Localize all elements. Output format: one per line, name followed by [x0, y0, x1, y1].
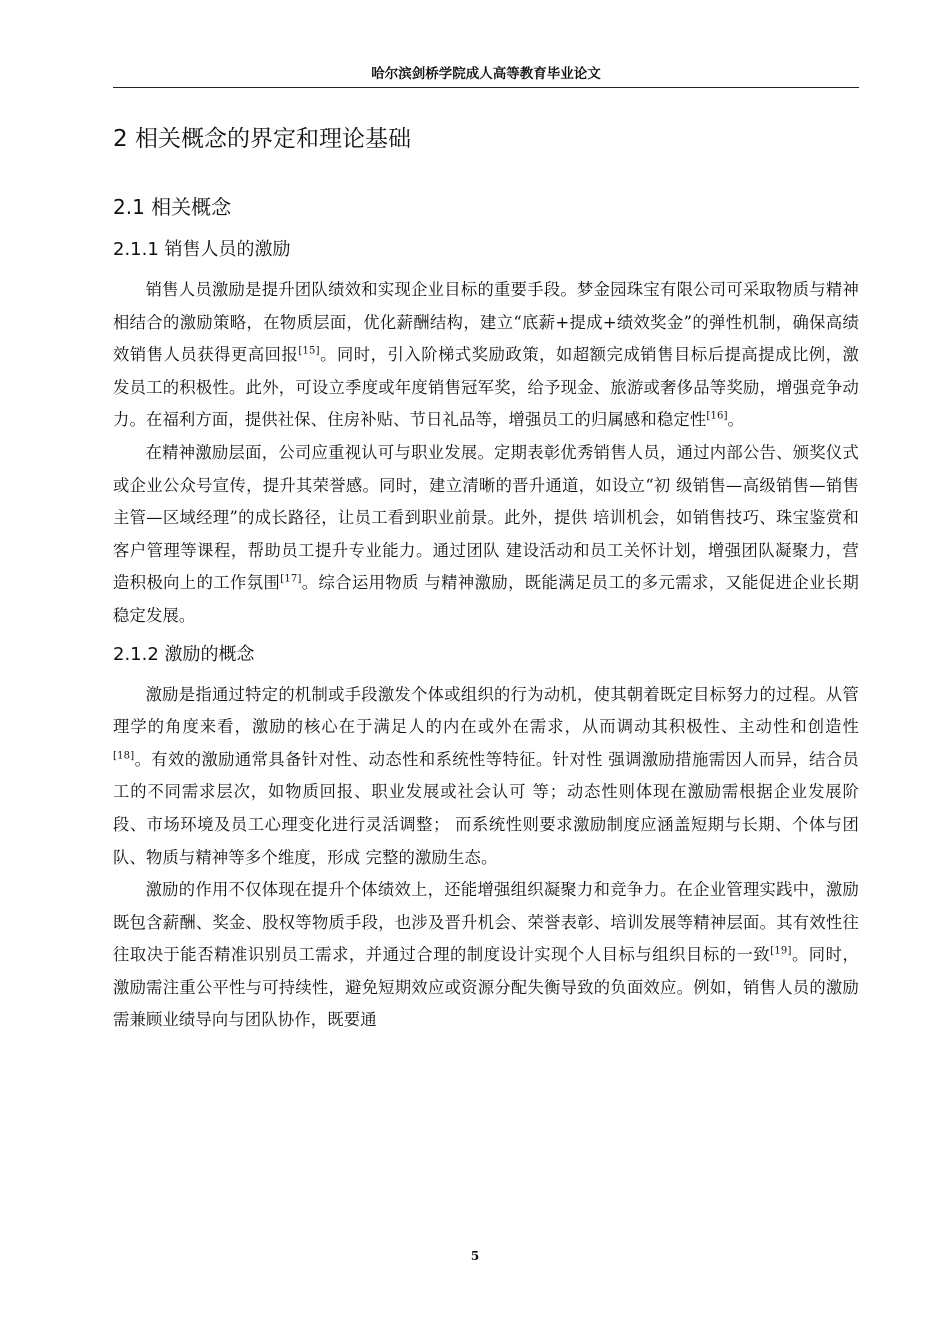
paragraph-text: 。有效的激励通常具备针对性、动态性和系统性等特征。针对性 强调激励措施需因人而异，结合员工的不同需求层次，如物质回报、职业发展或社会认可 等；动态性则体现在激励需根据企业发展阶段、市场环境及员工心理变化进行灵活调整； 而系统性则要求激励制度应涵盖短期与长期、个体与团队、物质与精神等多个维度，形成 完整的激励生态。 [113, 749, 859, 867]
paragraph-text: 激励的作用不仅体现在提升个体绩效上，还能增强组织凝聚力和竞争力。在企业管理实践中，激励既包含薪酬、奖金、股权等物质手段，也涉及晋升机会、荣誉表彰、培训发展等精神层面。其有效性往往取决于能否精准识别员工需求，并通过合理的制度设计实现个人目标与组织目标的一致 [113, 880, 859, 965]
paragraph-text: 。综合运用物质 与精神激励，既能满足员工的多元需求，又能促进企业长期稳定发展。 [113, 573, 859, 625]
paragraph-text: 激励是指通过特定的机制或手段激发个体或组织的行为动机，使其朝着既定目标努力的过程。从管理学的角度来看，激励的核心在于满足人的内在或外在需求，从而调动其积极性、主动性和创造性 [113, 684, 859, 737]
subsection-title-2-1-2: 2.1.2 激励的概念 [113, 643, 255, 665]
citation-ref: [19] [770, 945, 792, 957]
paragraph-text: 在精神激励层面，公司应重视认可与职业发展。定期表彰优秀销售人员，通过内部公告、颁奖仪式或企业公众号宣传，提升其荣誉感。同时，建立清晰的晋升通道，如设立“初 级销售—高级销售—销售主管—区域经理”的成长路径，让员工看到职业前景。此外，提供 培训机会，如销售技巧、珠宝鉴赏和客户管理等课程，帮助员工提升专业能力。通过团队 建设活动和员工关怀计划，增强团队凝聚力，营造积极向上的工作氛围 [113, 442, 859, 593]
page-header-title: 哈尔滨剑桥学院成人高等教育毕业论文 [371, 66, 601, 82]
page-number: 5 [470, 1249, 480, 1263]
paragraph-text: 。 [727, 410, 745, 430]
chapter-title: 2 相关概念的界定和理论基础 [113, 126, 411, 152]
paragraph-text: 。同时，激励需注重公平性与可持续性，避免短期效应或资源分配失衡导致的负面效应。例如，销售人员的激励需兼顾业绩导向与团队协作，既要通 [113, 945, 859, 1030]
section-title-2-1: 2.1 相关概念 [113, 195, 232, 219]
citation-ref: [17] [280, 573, 302, 585]
paragraph-text: 。同时，引入阶梯式奖励政策，如超额完成销售目标后提高提成比例，激发员工的积极性。此外，可设立季度或年度销售冠军奖，给予现金、旅游或奢侈品等奖励，增强竞争动力。在福利方面，提供社保、住房补贴、节日礼品等，增强员工的归属感和稳定性 [113, 345, 860, 430]
subsection-title-2-1-1: 2.1.1 销售人员的激励 [113, 239, 291, 260]
paragraph-incentive-role [113, 874, 859, 1037]
citation-ref: [18] [113, 750, 135, 762]
paragraph-sales-incentive-spiritual [113, 437, 859, 633]
citation-ref: [16] [706, 410, 728, 422]
header-divider [113, 87, 859, 88]
paragraph-sales-incentive-material [113, 274, 859, 437]
page-content [113, 118, 859, 1037]
paragraph-text: 销售人员激励是提升团队绩效和实现企业目标的重要手段。梦金园珠宝有限公司可采取物质与精神相结合的激励策略，在物质层面，优化薪酬结构，建立“底薪+提成+绩效奖金”的弹性机制，确保高绩效销售人员获得更高回报 [113, 280, 859, 365]
paragraph-incentive-definition [113, 679, 859, 875]
citation-ref: [15] [298, 345, 320, 357]
